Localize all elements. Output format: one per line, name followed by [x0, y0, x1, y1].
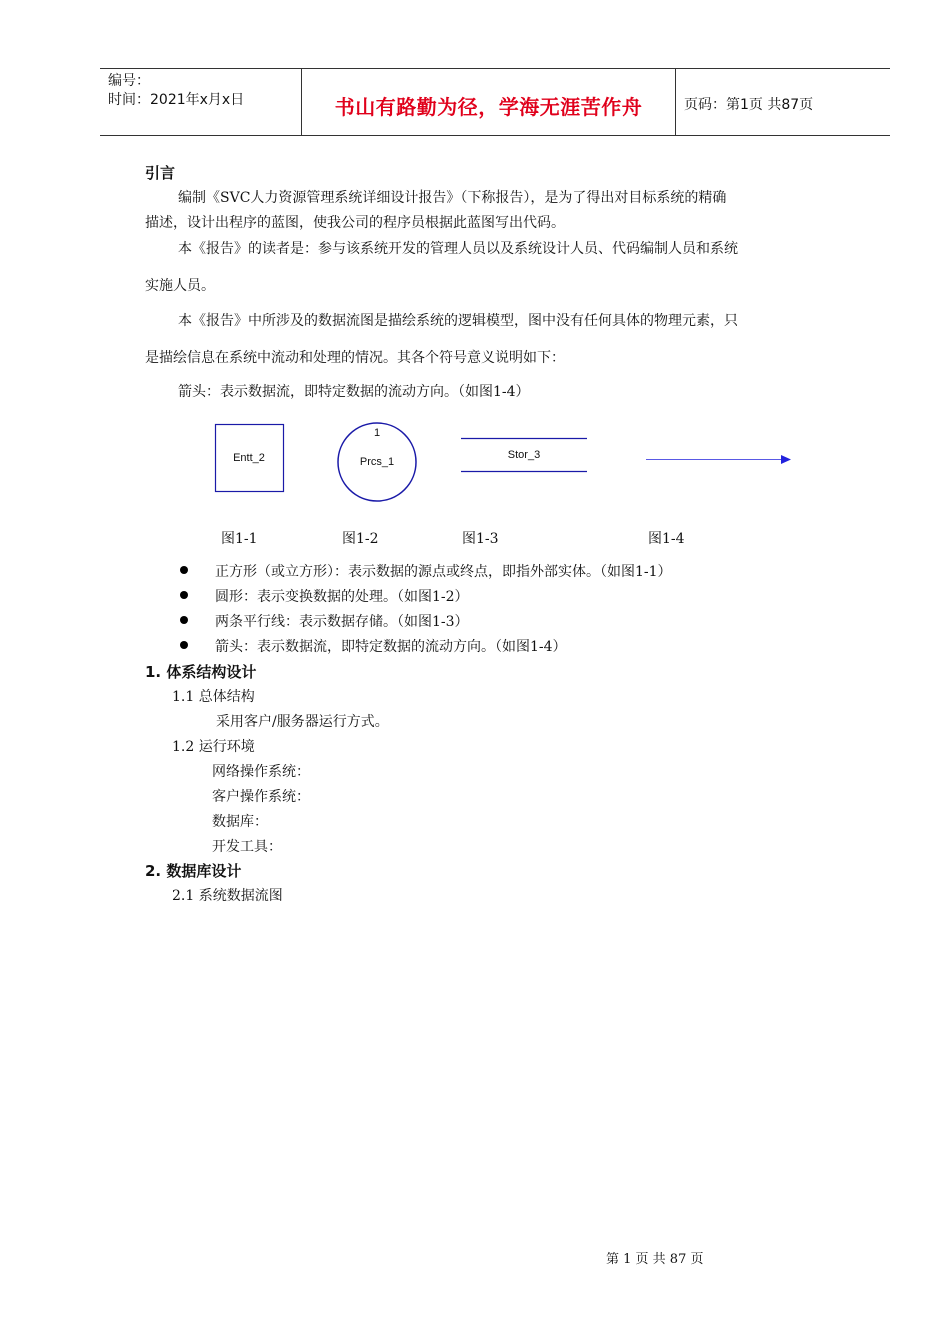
bullet-item-parallel-lines: 两条平行线：表示数据存储。（如图1-3）: [215, 614, 469, 630]
section-1-1-text: 采用客户/服务器运行方式。: [216, 714, 389, 730]
intro-heading: 引言: [145, 164, 176, 182]
bullet-dot: [180, 566, 188, 574]
bullet-item-circle: 圆形：表示变换数据的处理。（如图1-2）: [215, 589, 469, 605]
section-1-heading: 1. 体系结构设计: [145, 663, 257, 681]
env-network-os: 网络操作系统：: [212, 764, 310, 780]
section-1-2-title: 1.2 运行环境: [172, 739, 255, 755]
process-label: Prcs_1: [359, 456, 395, 468]
document-time-label: 时间：2021年x月x日: [108, 92, 245, 108]
page-footer: 第 1 页 共 87 页: [606, 1252, 704, 1267]
intro-paragraph-1-line-1: 编制《SVC人力资源管理系统详细设计报告》（下称报告），是为了得出对目标系统的精确: [178, 190, 727, 206]
dfd-symbol-figures: [0, 0, 950, 520]
figure-caption-1-3: 图1-3: [462, 531, 499, 547]
document-number-label: 编号：: [108, 73, 150, 89]
env-dev-tools: 开发工具：: [212, 839, 282, 855]
header-page-info: 页码：第1页 共87页: [684, 97, 814, 113]
bullet-dot: [180, 641, 188, 649]
bullet-dot: [180, 591, 188, 599]
data-flow-arrowhead: [781, 455, 791, 464]
env-database: 数据库：: [212, 814, 268, 830]
intro-paragraph-4: 箭头：表示数据流，即特定数据的流动方向。（如图1-4）: [178, 384, 530, 400]
bullet-item-square: 正方形（或立方形）：表示数据的源点或终点，即指外部实体。（如图1-1）: [215, 564, 672, 580]
entity-label: Entt_2: [233, 452, 265, 464]
process-number: 1: [373, 427, 381, 439]
bullet-dot: [180, 616, 188, 624]
env-client-os: 客户操作系统：: [212, 789, 310, 805]
header-slogan: 书山有路勤为径，学海无涯苦作舟: [334, 95, 643, 119]
section-2-1-title: 2.1 系统数据流图: [172, 888, 283, 904]
intro-paragraph-2-line-2: 实施人员。: [145, 278, 215, 294]
intro-paragraph-3-line-1: 本《报告》中所涉及的数据流图是描绘系统的逻辑模型，图中没有任何具体的物理元素，只: [178, 313, 738, 329]
figure-caption-1-4: 图1-4: [648, 531, 685, 547]
store-label: Stor_3: [507, 449, 541, 461]
section-1-1-title: 1.1 总体结构: [172, 689, 255, 705]
figure-caption-1-1: 图1-1: [221, 531, 258, 547]
intro-paragraph-2-line-1: 本《报告》的读者是：参与该系统开发的管理人员以及系统设计人员、代码编制人员和系统: [178, 241, 738, 257]
bullet-item-arrow: 箭头：表示数据流，即特定数据的流动方向。（如图1-4）: [215, 639, 567, 655]
intro-paragraph-3-line-2: 是描绘信息在系统中流动和处理的情况。其各个符号意义说明如下：: [145, 350, 565, 366]
section-2-heading: 2. 数据库设计: [145, 862, 242, 880]
figure-caption-1-2: 图1-2: [342, 531, 379, 547]
intro-paragraph-1-line-2: 描述，设计出程序的蓝图，使我公司的程序员根据此蓝图写出代码。: [145, 215, 565, 231]
